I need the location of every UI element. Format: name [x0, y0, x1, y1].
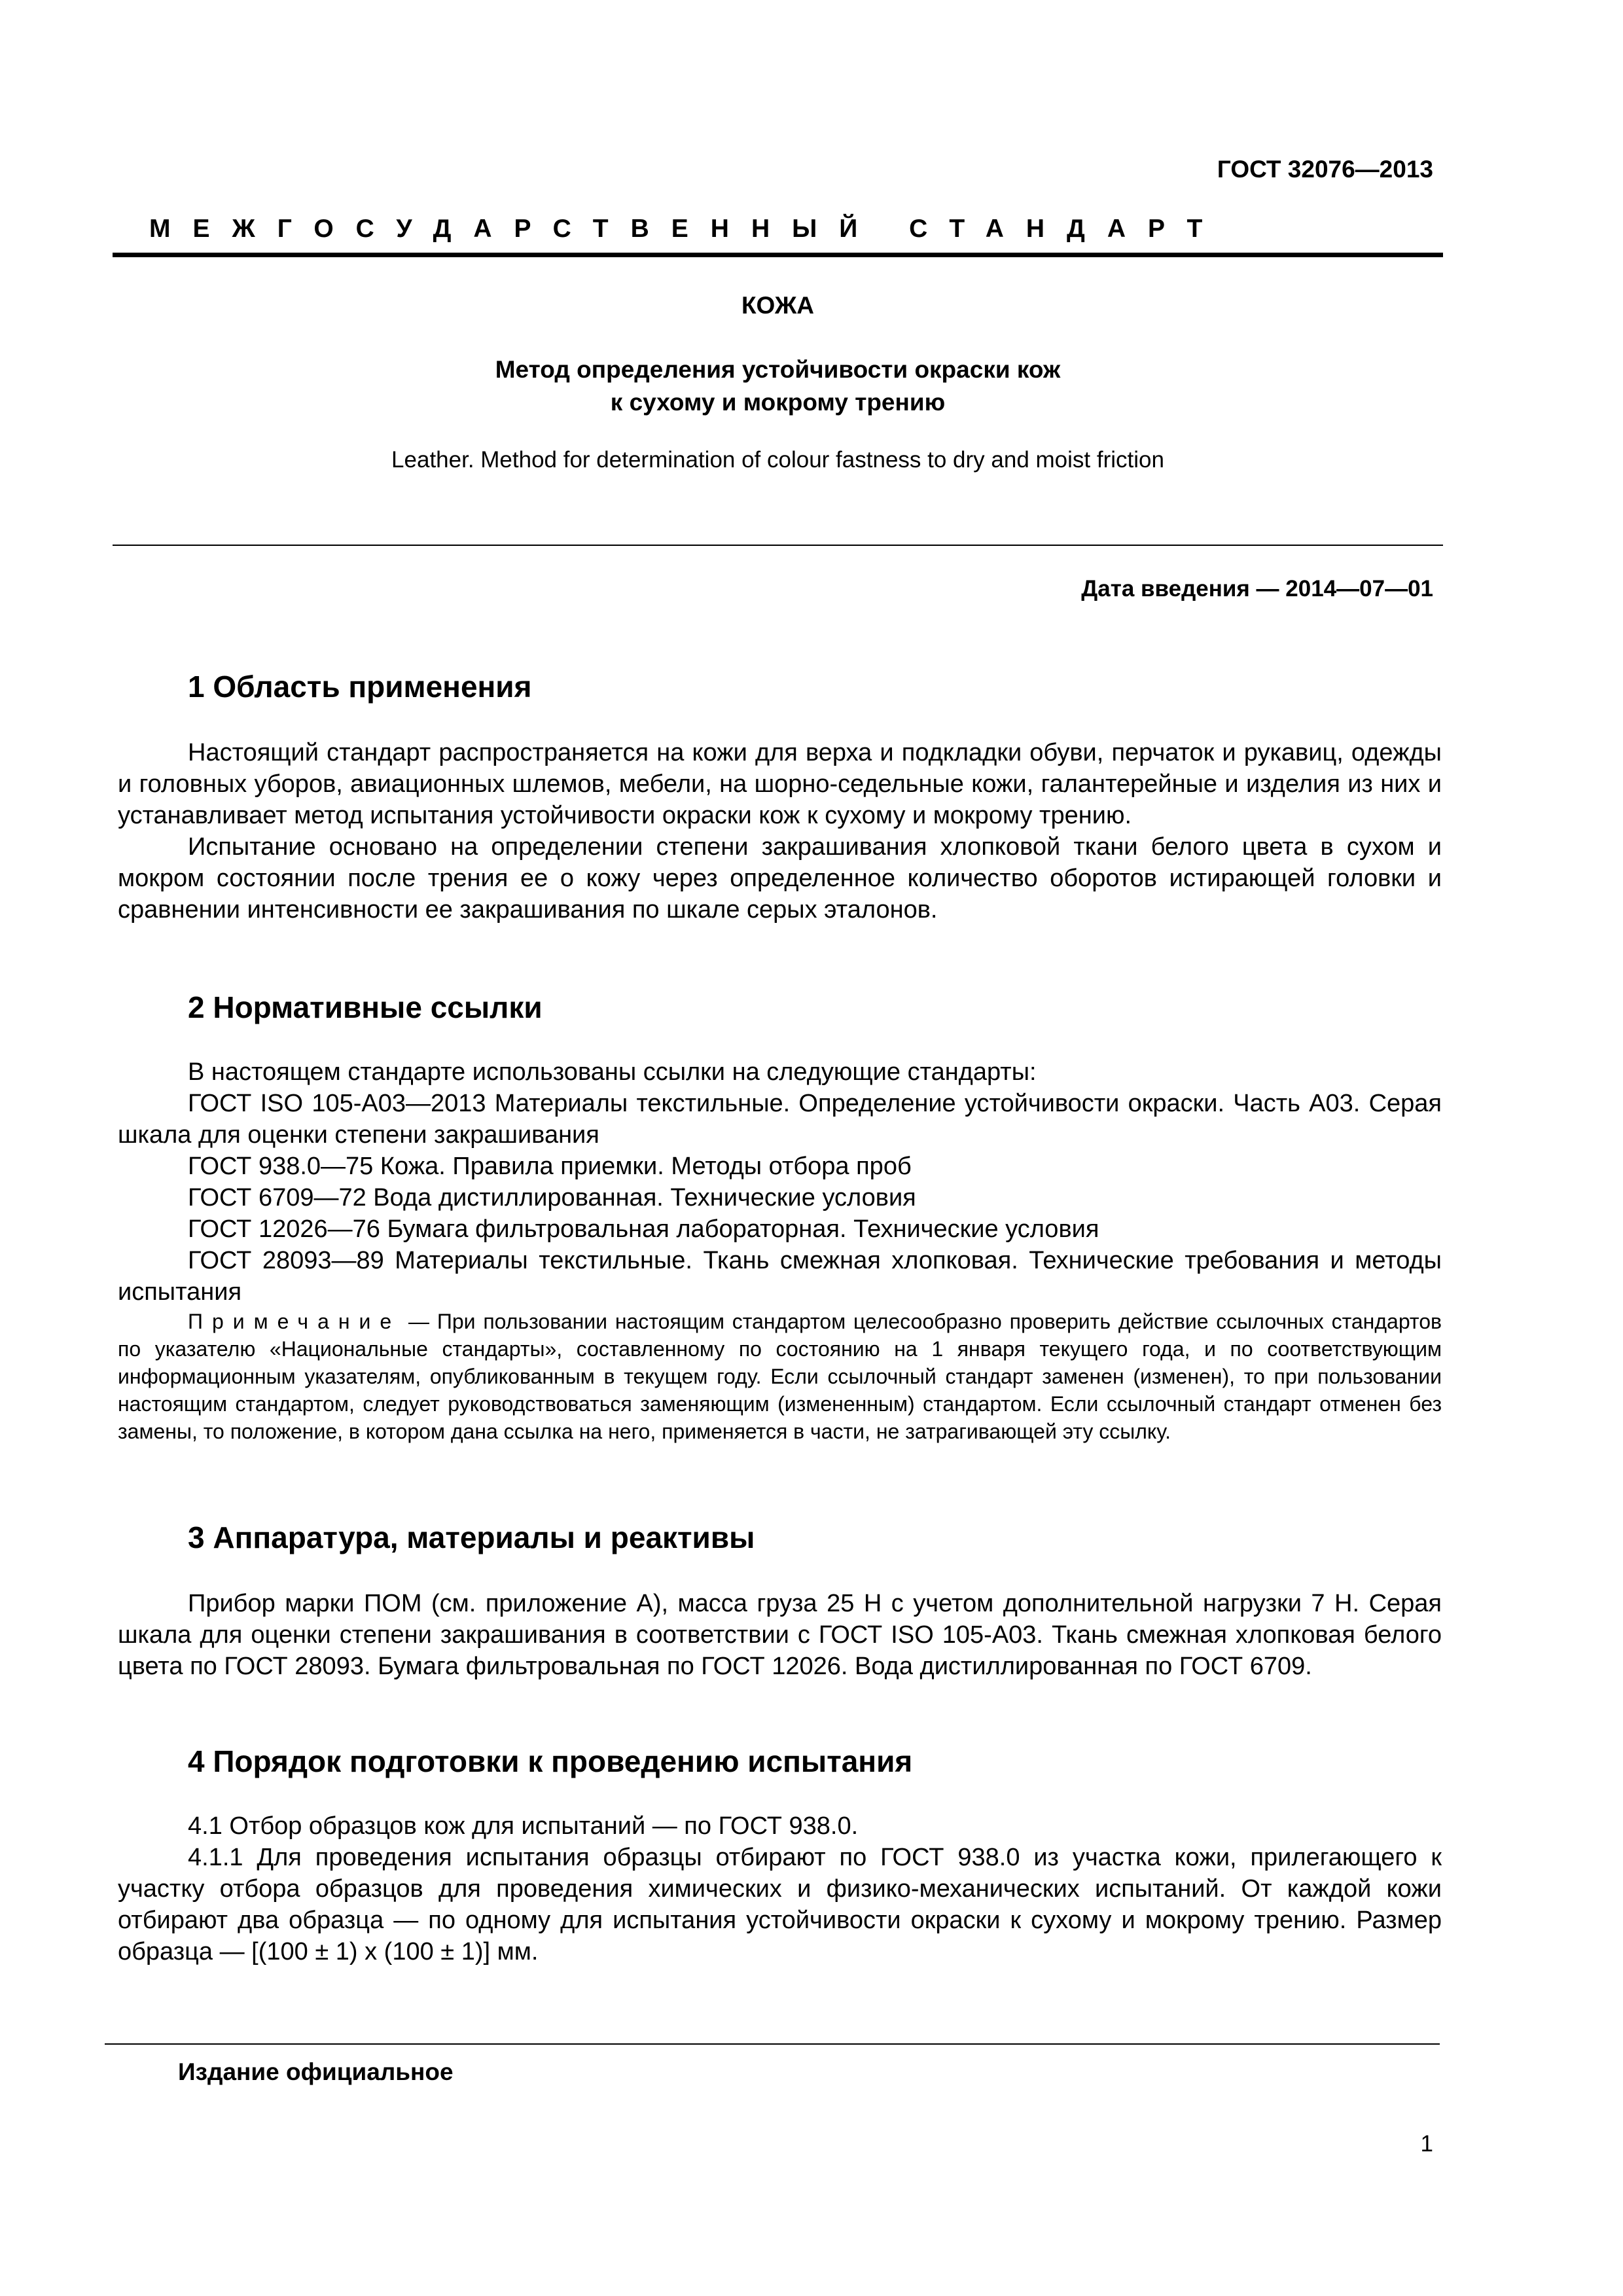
reference-item: ГОСТ 28093—89 Материалы текстильные. Ткань смежная хлопковая. Технические требования и методы испытания [118, 1247, 1442, 1306]
subtitle-line-2: к сухому и мокрому трению [610, 389, 946, 416]
section-3-body [118, 1588, 1442, 1682]
section-4-paragraph-2: 4.1.1 Для проведения испытания образцы отбирают по ГОСТ 938.0 из участка кожи, прилегающего к участку отбора образцов для проведения химических и физико-механических испытаний. От каждой кожи отбирают два образца — по одному для испытания устойчивости окраски к сухому и мокрому трению. Размер образца — [(100 ± 1) х (100 ± 1)] мм. [118, 1844, 1442, 1965]
title-divider [113, 545, 1443, 546]
section-1-heading: 1 Область применения [188, 670, 532, 704]
page-number: 1 [1420, 2131, 1433, 2157]
subtitle-line-1: Метод определения устойчивости окраски кож [495, 356, 1061, 383]
effective-date: Дата введения — 2014—07—01 [1081, 576, 1433, 601]
references-intro: В настоящем стандарте использованы ссылки на следующие стандарты: [188, 1058, 1037, 1086]
note-label: Примечание [188, 1310, 401, 1333]
document-code: ГОСТ 32076—2013 [1217, 156, 1433, 183]
section-2-heading: 2 Нормативные ссылки [188, 990, 543, 1024]
section-1-paragraph-1: Настоящий стандарт распространяется на кожи для верха и подкладки обуви, перчаток и рукавиц, одежды и головных уборов, авиационных шлемов, мебели, на шорно-седельные кожи, галантерейные и изделия из них и устанавливает метод испытания устойчивости окраски кож к сухому и мокрому трению. [118, 739, 1442, 829]
note-text: — При пользовании настоящим стандартом целесообразно проверить действие ссылочных стандартов по указателю «Национальные стандарты», составленному по состоянию на 1 января текущего года, и по соответствующим информационным указателям, опубликованным в текущем году. Если ссылочный стандарт заменен (изменен), то при пользовании настоящим стандартом, следует руководствоваться заменяющим (измененным) стандартом. Если ссылочный стандарт отменен без замены, то положение, в котором дана ссылка на него, применяется в части, не затрагивающей эту ссылку. [118, 1310, 1442, 1443]
section-3-heading: 3 Аппаратура, материалы и реактивы [188, 1520, 755, 1554]
standard-type-banner: МЕЖГОСУДАРСТВЕННЫЙ СТАНДАРТ [149, 215, 1225, 243]
references-note [118, 1308, 1442, 1445]
header-divider [113, 253, 1443, 257]
reference-item: ГОСТ 12026—76 Бумага фильтровальная лабораторная. Технические условия [188, 1215, 1099, 1243]
english-title: Leather. Method for determination of colour fastness to dry and moist friction [391, 447, 1164, 473]
reference-item: ГОСТ 938.0—75 Кожа. Правила приемки. Методы отбора проб [188, 1153, 912, 1180]
document-title: КОЖА [741, 292, 815, 319]
section-3-paragraph-1: Прибор марки ПОМ (см. приложение А), масса груза 25 Н с учетом дополнительной нагрузки 7 Н. Серая шкала для оценки степени закрашивания в соответствии с ГОСТ ISO 105-A03. Ткань смежная хлопковая белого цвета по ГОСТ 28093. Бумага фильтровальная по ГОСТ 12026. Вода дистиллированная по ГОСТ 6709. [118, 1590, 1442, 1680]
footer-divider [105, 2043, 1440, 2045]
reference-item: ГОСТ ISO 105-A03—2013 Материалы текстильные. Определение устойчивости окраски. Часть A03. Серая шкала для оценки степени закрашивания [118, 1090, 1442, 1149]
section-4-paragraph-1: 4.1 Отбор образцов кож для испытаний — по ГОСТ 938.0. [188, 1812, 859, 1840]
section-4-body [118, 1810, 1442, 1967]
section-1-body [118, 737, 1442, 925]
section-1-paragraph-2: Испытание основано на определении степени закрашивания хлопковой ткани белого цвета в сухом и мокром состоянии после трения ее о кожу через определенное количество оборотов истирающей головки и сравнении интенсивности ее закрашивания по шкале серых эталонов. [118, 833, 1442, 924]
reference-item: ГОСТ 6709—72 Вода дистиллированная. Технические условия [188, 1184, 916, 1211]
section-2-body [118, 1056, 1442, 1445]
document-subtitle [113, 353, 1443, 419]
edition-label: Издание официальное [178, 2058, 454, 2085]
section-4-heading: 4 Порядок подготовки к проведению испытания [188, 1744, 913, 1778]
